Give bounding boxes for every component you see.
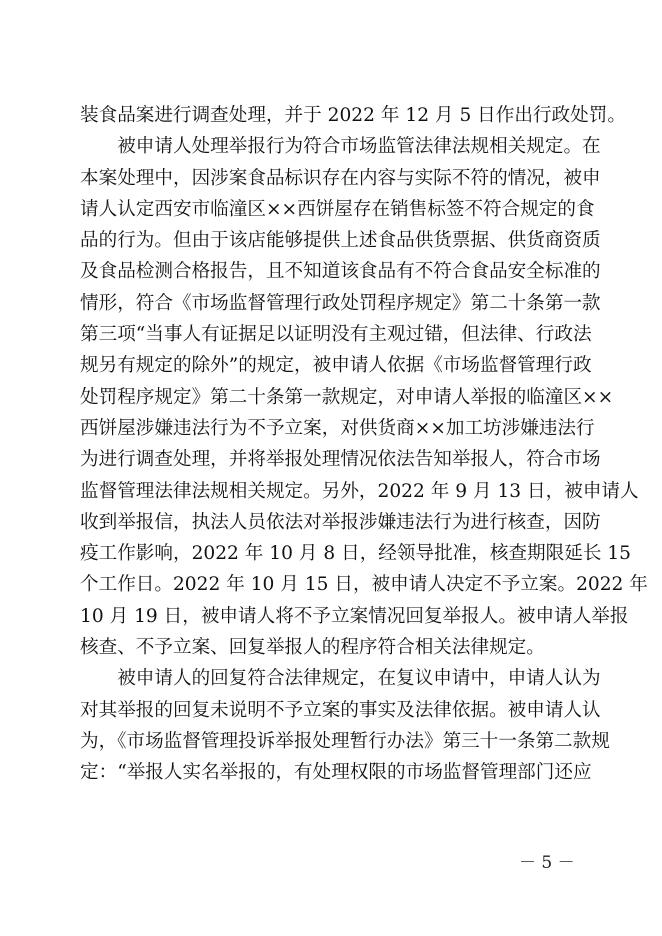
paragraph-text — [80, 100, 648, 789]
text-line: 疫工作影响，2022 年 10 月 8 日，经领导批准，核查期限延长 15 — [80, 543, 631, 565]
text-line: 为，《市场监督管理投诉举报处理暂行办法》第三十一条第二款规 — [80, 730, 610, 752]
text-line: 被申请人处理举报行为符合市场监管法律法规相关规定。在 — [80, 136, 601, 158]
text-line: 西饼屋涉嫌违法行为不予立案，对供货商××加工坊涉嫌违法行 — [80, 417, 595, 439]
text-line: 处罚程序规定》第二十条第一款规定，对申请人举报的临潼区×× — [80, 386, 614, 408]
text-line: 个工作日。2022 年 10 月 15 日，被申请人决定不予立案。2022 年 — [80, 574, 648, 596]
text-line: 品的行为。但由于该店能够提供上述食品供货票据、供货商资质 — [80, 230, 601, 252]
text-line: 请人认定西安市临潼区××西饼屋存在销售标签不符合规定的食 — [80, 198, 595, 220]
text-line: 定：“举报人实名举报的，有处理权限的市场监督管理部门还应 — [80, 762, 592, 784]
text-line: 被申请人的回复符合法律规定，在复议申请中，申请人认为 — [80, 668, 601, 690]
document-body — [80, 100, 648, 789]
text-line: 10 月 19 日，被申请人将不予立案情况回复举报人。被申请人举报 — [80, 605, 629, 627]
page-number: － 5 － — [519, 853, 575, 873]
text-line: 规另有规定的除外”的规定，被申请人依据《市场监督管理行政 — [80, 355, 592, 377]
text-line: 第三项“当事人有证据足以证明没有主观过错，但法律、行政法 — [80, 324, 592, 346]
text-line: 核查、不予立案、回复举报人的程序符合相关法律规定。 — [80, 637, 545, 659]
text-line: 装食品案进行调查处理，并于 2022 年 12 月 5 日作出行政处罚。 — [80, 105, 626, 126]
text-line: 监督管理法律法规相关规定。另外，2022 年 9 月 13 日，被申请人 — [80, 480, 639, 502]
text-line: 本案处理中，因涉案食品标识存在内容与实际不符的情况，被申 — [80, 167, 601, 189]
text-line: 为进行调查处理，并将举报处理情况依法告知举报人，符合市场 — [80, 449, 601, 471]
text-line: 情形，符合《市场监督管理行政处罚程序规定》第二十条第一款 — [80, 292, 601, 314]
text-line: 收到举报信，执法人员依法对举报涉嫌违法行为进行核查，因防 — [80, 511, 601, 533]
text-line: 对其举报的回复未说明不予立案的事实及法律依据。被申请人认 — [80, 699, 601, 721]
text-line: 及食品检测合格报告，且不知道该食品有不符合食品安全标准的 — [80, 261, 601, 283]
